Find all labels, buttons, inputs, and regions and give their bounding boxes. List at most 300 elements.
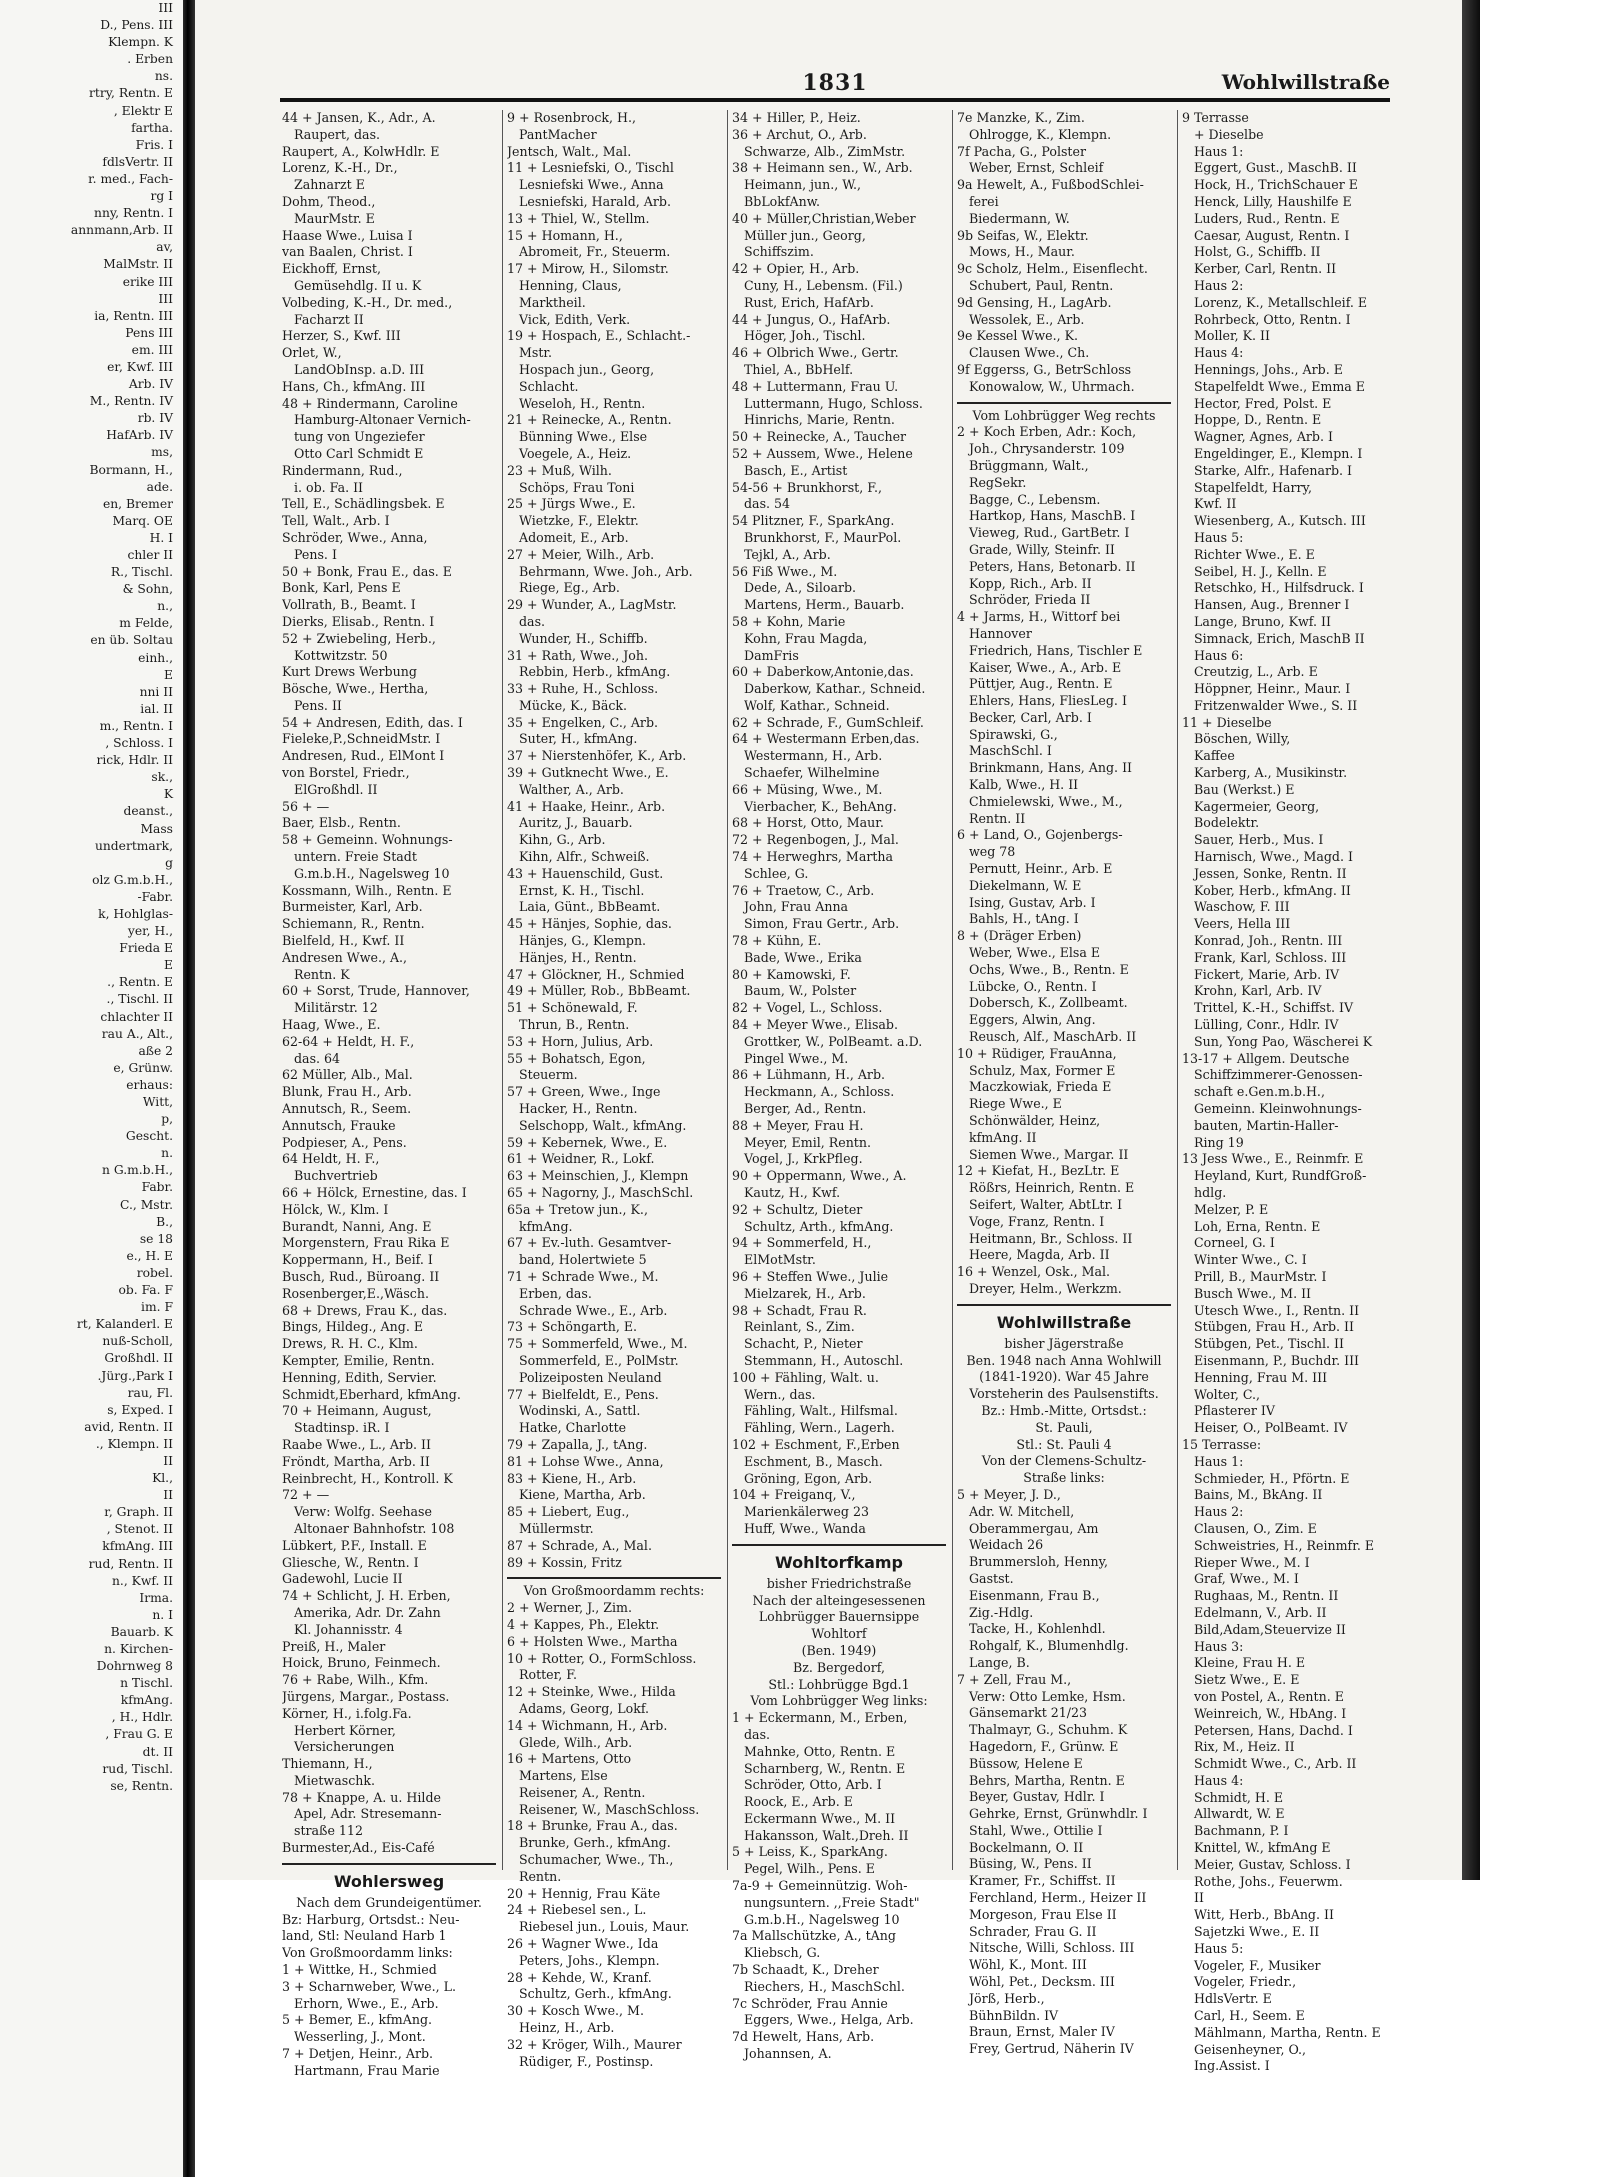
resident-line: Bachmann, P. I (1194, 1823, 1289, 1839)
house-entry: 54 + Andresen, Edith, das. I (282, 714, 463, 730)
resident-line: Schrade Wwe., E., Arb. (519, 1302, 668, 1318)
column-divider (727, 110, 728, 1870)
resident-line: Raupert, das. (294, 126, 381, 142)
resident-line: Pernutt, Heinr., Arb. E (969, 861, 1113, 877)
resident-line: Frey, Gertrud, Näherin IV (969, 2041, 1134, 2057)
house-entry: 7a Mallschützke, A., tAng (732, 1928, 896, 1944)
resident-line: Roock, E., Arb. E (744, 1794, 853, 1810)
previous-page-line: n. Kirchen- (104, 1642, 173, 1656)
previous-page-line: rick, Hdlr. II (96, 753, 173, 768)
resident-line: Steuerm. (519, 1067, 578, 1083)
house-entry: 72 + — (282, 1487, 330, 1503)
house-entry: 68 + Horst, Otto, Maur. (732, 815, 884, 831)
previous-page-line: & Sohn, (122, 582, 173, 597)
street-heading: Wohlwillstraße (996, 1312, 1132, 1332)
resident-line: Beyer, Gustav, Hdlr. I (969, 1789, 1105, 1805)
house-entry: 15 + Homann, H., (507, 227, 623, 243)
house-entry: 30 + Kosch Wwe., M. (507, 2003, 644, 2019)
column-1 (282, 110, 496, 2080)
house-entry: 31 + Rath, Wwe., Joh. (507, 647, 648, 663)
resident-line: Voge, Franz, Rentn. I (969, 1213, 1105, 1229)
house-entry: Raupert, A., KolwHdlr. E (282, 143, 440, 159)
resident-line: Hock, H., TrichSchauer E (1194, 177, 1358, 193)
house-entry: 71 + Schrade Wwe., M. (507, 1268, 659, 1284)
resident-line: Gröning, Egon, Arb. (744, 1470, 873, 1486)
house-entry: 12 + Steinke, Wwe., Hilda (507, 1684, 676, 1700)
previous-page-line: chlachter II (100, 1009, 173, 1024)
resident-line: Gemüsehdlg. II u. K (294, 277, 422, 293)
previous-page-line: II (163, 1488, 173, 1503)
resident-line: Bockelmann, O. II (969, 1839, 1084, 1855)
resident-line: DamFris (744, 647, 799, 663)
house-entry: 20 + Hennig, Frau Käte (507, 1885, 661, 1901)
house-entry: 29 + Wunder, A., LagMstr. (507, 597, 677, 613)
resident-line: Kober, Herb., kfmAng. II (1194, 882, 1351, 898)
house-entry: Burandt, Nanni, Ang. E (282, 1218, 432, 1234)
house-entry: 65a + Tretow jun., K., (507, 1201, 648, 1217)
house-entry: 9a Hewelt, A., FußbodSchlei- (957, 177, 1144, 193)
house-entry: 66 + Hölck, Ernestine, das. I (282, 1185, 467, 1200)
house-entry: Tell, E., Schädlingsbek. E (282, 496, 445, 512)
resident-line: II (1194, 1890, 1204, 1906)
resident-line: Mahnke, Otto, Rentn. E (744, 1743, 896, 1759)
resident-line: Moller, K. II (1194, 328, 1270, 344)
resident-line: Lesniefski, Harald, Arb. (519, 193, 671, 209)
resident-line: Facharzt II (294, 311, 364, 327)
resident-line: Simon, Frau Gertr., Arb. (744, 916, 900, 932)
resident-line: Stübgen, Frau H., Arb. II (1194, 1319, 1354, 1335)
house-entry: Bz: Harburg, Ortsdst.: Neu- (282, 1911, 460, 1927)
resident-line: Spirawski, G., (969, 726, 1058, 742)
house-entry: 41 + Haake, Heinr., Arb. (507, 798, 666, 814)
previous-page-line: M., Rentn. IV (89, 394, 173, 409)
resident-line: Reusch, Alf., MaschArb. II (969, 1029, 1137, 1045)
house-entry: Kurt Drews Werbung (282, 664, 417, 680)
resident-line: Petersen, Hans, Dachd. I (1194, 1722, 1353, 1738)
previous-page-line: k, Hohlglas- (98, 906, 173, 921)
resident-line: Kautz, H., Kwf. (744, 1185, 841, 1200)
resident-line: Brinkmann, Hans, Ang. II (969, 760, 1133, 776)
house-entry: 9e Kessel Wwe., K. (957, 328, 1078, 344)
resident-line: Hartmann, Frau Marie (294, 2062, 440, 2078)
house-entry: 100 + Fähling, Walt. u. (732, 1369, 879, 1385)
previous-page-line: Fris. I (135, 137, 173, 152)
resident-line: Müllermstr. (519, 1520, 594, 1536)
resident-line: G.m.b.H., Nagelsweg 10 (744, 1911, 900, 1927)
resident-line: Rohrbeck, Otto, Rentn. I (1194, 311, 1351, 327)
house-entry: 17 + Mirow, H., Silomstr. (507, 261, 669, 277)
previous-page-line: r. med., Fach- (88, 171, 173, 186)
resident-line: Joh., Chrysanderstr. 109 (969, 441, 1125, 457)
resident-line: Westermann, H., Arb. (744, 748, 883, 764)
house-entry: 79 + Zapalla, J., tAng. (507, 1436, 648, 1452)
house-entry: 38 + Heimann sen., W., Arb. (732, 160, 913, 176)
previous-page-line: ob. Fa. F (118, 1283, 173, 1298)
resident-line: Hagedorn, F., Grünw. E (969, 1738, 1119, 1754)
resident-line: Hacker, H., Rentn. (519, 1101, 638, 1117)
previous-page-line: E (164, 958, 173, 973)
house-entry: 57 + Green, Wwe., Inge (507, 1084, 661, 1100)
resident-line: Buchvertrieb (294, 1168, 378, 1184)
house-entry: 48 + Rindermann, Caroline (282, 395, 458, 411)
resident-line: Allwardt, W. E (1194, 1806, 1285, 1822)
street-note: Vom Lohbrügger Weg rechts (972, 407, 1156, 423)
previous-page-line: kfmAng. III (102, 1539, 173, 1554)
resident-line: Peters, Hans, Betonarb. II (969, 558, 1136, 574)
resident-line: Ernst, K. H., Tischl. (519, 882, 645, 898)
previous-page-line: fartha. (131, 120, 173, 135)
resident-line: Thrun, B., Rentn. (519, 1017, 630, 1033)
previous-page-fragment (0, 0, 183, 2177)
resident-line: G.m.b.H., Nagelsweg 10 (294, 865, 450, 881)
house-entry: 15 Terrasse: (1182, 1436, 1262, 1452)
house-entry: 9 Terrasse (1182, 110, 1249, 125)
previous-page-line: ia, Rentn. III (94, 308, 173, 323)
resident-line: Pens. II (294, 697, 342, 713)
house-entry: Kossmann, Wilh., Rentn. E (282, 882, 452, 898)
resident-line: untern. Freie Stadt (294, 849, 417, 865)
house-entry: Busch, Rud., Büroang. II (282, 1268, 440, 1284)
house-entry: Bielfeld, H., Kwf. II (282, 933, 405, 949)
house-entry: Vollrath, B., Beamt. I (282, 597, 416, 613)
resident-line: Schiffzimmerer-Genossen- (1194, 1067, 1363, 1083)
previous-page-line: Arb. IV (128, 377, 173, 392)
house-entry: 7f Pacha, G., Polster (957, 143, 1086, 159)
resident-line: Behrs, Martha, Rentn. E (969, 1772, 1125, 1788)
resident-line: Retschko, H., Hilfsdruck. I (1194, 580, 1364, 596)
previous-page-line: Pens III (125, 325, 173, 340)
house-entry: 9d Gensing, H., LagArb. (957, 294, 1112, 310)
resident-line: Peters, Johs., Klempn. (519, 1952, 660, 1968)
resident-line: Meier, Gustav, Schloss. I (1194, 1856, 1351, 1872)
previous-page-line: m Felde, (119, 616, 173, 631)
resident-line: Jörß, Herb., (969, 1990, 1045, 2006)
resident-line: Höppner, Heinr., Maur. I (1194, 681, 1351, 697)
previous-page-line: n., Kwf. II (111, 1573, 173, 1588)
resident-line: Rebbin, Herb., kfmAng. (519, 664, 671, 680)
resident-line: Hansen, Aug., Brenner I (1194, 597, 1350, 613)
house-entry: Hoick, Bruno, Feinmech. (282, 1655, 441, 1671)
resident-line: Eggers, Alwin, Ang. (969, 1012, 1096, 1028)
previous-page-line: Großhdl. II (104, 1351, 173, 1366)
resident-line: Brummersloh, Henny, (969, 1554, 1109, 1570)
previous-page-line: nny, Rentn. I (94, 206, 173, 221)
resident-line: BbLokfAnw. (744, 193, 821, 209)
resident-line: Pflasterer IV (1194, 1403, 1275, 1419)
resident-line: Adr. W. Mitchell, (969, 1503, 1075, 1519)
house-entry: 5 + Bemer, E., kfmAng. (282, 2012, 433, 2028)
house-entry: 25 + Jürgs Wwe., E. (507, 496, 636, 512)
previous-page-line: III (158, 291, 173, 306)
resident-line: Hakansson, Walt.,Dreh. II (744, 1827, 909, 1843)
resident-line: Nitsche, Willi, Schloss. III (969, 1940, 1135, 1956)
house-entry: 7b Schaadt, K., Dreher (732, 1962, 879, 1978)
resident-line: ElGroßhdl. II (294, 781, 378, 797)
resident-line: das. 54 (744, 496, 791, 512)
resident-line: Graf, Wwe., M. I (1194, 1571, 1299, 1587)
previous-page-line: B., (156, 1214, 173, 1229)
resident-line: Kalb, Wwe., H. II (969, 777, 1079, 793)
column-divider (952, 110, 953, 1870)
house-entry: 50 + Reinecke, A., Taucher (732, 429, 907, 445)
house-entry: Bings, Hildeg., Ang. E (282, 1319, 424, 1335)
resident-line: Heinz, H., Arb. (519, 2020, 615, 2036)
resident-line: Kihn, G., Arb. (519, 832, 606, 848)
resident-line: weg 78 (969, 844, 1016, 860)
resident-line: Brunke, Gerh., kfmAng. (519, 1835, 671, 1851)
house-entry: 32 + Kröger, Wilh., Maurer (507, 2036, 682, 2052)
resident-line: + Dieselbe (1194, 126, 1264, 142)
resident-line: Wern., das. (744, 1386, 816, 1402)
house-entry: 64 Heldt, H. F., (282, 1151, 380, 1167)
house-entry: Annutsch, Frauke (282, 1117, 396, 1133)
previous-page-line: en, Bremer (102, 496, 173, 511)
street-note: bisher Friedrichstraße (766, 1575, 912, 1591)
resident-line: Stemmann, H., Autoschl. (744, 1352, 904, 1368)
previous-page-line: ial. II (140, 701, 173, 716)
resident-line: band, Holertwiete 5 (519, 1252, 647, 1268)
resident-line: Loh, Erna, Rentn. E (1194, 1218, 1321, 1234)
resident-line: straße 112 (294, 1823, 363, 1839)
resident-line: Friedrich, Hans, Tischler E (969, 642, 1143, 658)
house-entry: Rosenberger,E.,Wäsch. (282, 1285, 429, 1301)
resident-line: Weber, Wwe., Elsa E (969, 945, 1101, 961)
previous-page-line: K (163, 787, 173, 802)
resident-line: Vogeler, F., Musiker (1194, 1957, 1321, 1973)
resident-line: Knittel, W., kfmAng E (1194, 1840, 1331, 1856)
resident-line: Stübgen, Pet., Tischl. II (1194, 1336, 1344, 1352)
house-entry: 4 + Kappes, Ph., Elektr. (507, 1616, 660, 1632)
house-entry: Koppermann, H., Beif. I (282, 1252, 433, 1268)
resident-line: Heitmann, Br., Schloss. II (969, 1230, 1133, 1246)
house-entry: 44 + Jungus, O., HafArb. (732, 311, 891, 327)
resident-line: Sauer, Herb., Mus. I (1194, 832, 1324, 848)
resident-line: Sajetzki Wwe., E. II (1194, 1924, 1320, 1940)
house-entry: Hölck, W., Klm. I (282, 1201, 389, 1217)
previous-page-line: III (158, 1, 173, 15)
house-entry: Dierks, Elisab., Rentn. I (282, 613, 435, 629)
resident-line: Fähling, Wern., Lagerh. (744, 1420, 895, 1436)
resident-line: Selschopp, Walt., kfmAng. (519, 1117, 687, 1133)
resident-line: Kihn, Alfr., Schweiß. (519, 849, 650, 865)
resident-line: Verw: Otto Lemke, Hsm. (969, 1688, 1126, 1704)
previous-page-line: deanst., (123, 804, 173, 819)
resident-line: Huff, Wwe., Wanda (744, 1520, 866, 1536)
house-entry: 13 + Thiel, W., Stellm. (507, 210, 650, 226)
resident-line: Hinrichs, Marie, Rentn. (744, 412, 895, 428)
resident-line: Morgeson, Frau Else II (969, 1906, 1117, 1922)
column-2 (507, 110, 721, 2070)
house-entry: 85 + Liebert, Eug., (507, 1504, 630, 1520)
house-entry: 68 + Drews, Frau K., das. (282, 1302, 448, 1318)
resident-line: Bodelektr. (1194, 815, 1260, 831)
resident-line: Marktheil. (519, 294, 586, 310)
previous-page-line: MalMstr. II (103, 257, 173, 272)
resident-line: Henning, Claus, (519, 277, 622, 293)
section-rule (507, 1577, 721, 1579)
house-entry: 39 + Gutknecht Wwe., E. (507, 765, 669, 781)
resident-line: Diekelmann, W. E (969, 877, 1082, 893)
house-entry: 9b Seifas, W., Elektr. (957, 227, 1089, 243)
resident-line: Rix, M., Heiz. II (1194, 1739, 1295, 1755)
house-entry: Podpieser, A., Pens. (282, 1134, 407, 1150)
street-note: Straße links: (1023, 1470, 1105, 1486)
house-entry: 10 + Rotter, O., FormSchloss. (507, 1650, 697, 1666)
house-entry: 59 + Kebernek, Wwe., E. (507, 1134, 668, 1150)
house-entry: 7 + Zell, Frau M., (957, 1671, 1072, 1687)
resident-line: Johannsen, A. (744, 2046, 832, 2062)
resident-line: Eisenmann, P., Buchdr. III (1194, 1352, 1360, 1368)
house-entry: Raabe Wwe., L., Arb. II (282, 1436, 431, 1452)
previous-page-line: Frieda E (119, 941, 173, 956)
previous-page-line: ., Klempn. II (95, 1436, 173, 1451)
previous-page-line: rau, Fl. (127, 1385, 173, 1400)
house-entry: 56 Fiß Wwe., M. (732, 563, 838, 579)
resident-line: Kramer, Fr., Schiffst. II (969, 1873, 1116, 1889)
resident-line: Wöhl, K., Mont. III (969, 1957, 1087, 1973)
house-entry: Hans, Ch., kfmAng. III (282, 378, 426, 394)
running-head: Wohlwillstraße (1221, 70, 1390, 94)
resident-line: Mows, H., Maur. (969, 244, 1075, 260)
resident-line: Kopp, Rich., Arb. II (969, 575, 1092, 591)
previous-page-line: Kl., (152, 1471, 173, 1486)
resident-line: Verw: Wolfg. Seehase (294, 1504, 432, 1520)
previous-page-line: avid, Rentn. II (84, 1419, 173, 1434)
resident-line: Edelmann, V., Arb. II (1194, 1604, 1327, 1620)
house-entry: Lorenz, K.-H., Dr., (282, 160, 398, 176)
resident-line: Eisenmann, Frau B., (969, 1587, 1100, 1603)
resident-line: Hennings, Johs., Arb. E (1194, 361, 1343, 377)
resident-line: Hänjes, G., Klempn. (519, 933, 647, 949)
house-entry: 78 + Kühn, E. (732, 933, 822, 949)
house-entry: Haase Wwe., Luisa I (282, 227, 413, 243)
house-entry: 76 + Traetow, C., Arb. (732, 882, 875, 898)
resident-line: Schlacht. (519, 378, 579, 394)
house-entry: 48 + Luttermann, Frau U. (732, 378, 899, 394)
resident-line: Meyer, Emil, Rentn. (744, 1134, 871, 1150)
house-entry: 23 + Muß, Wilh. (507, 462, 612, 478)
resident-line: RegSekr. (969, 474, 1027, 490)
resident-line: Lorenz, K., Metallschleif. E (1194, 294, 1368, 310)
resident-line: Kottwitzstr. 50 (294, 647, 388, 663)
resident-line: Daberkow, Kathar., Schneid. (744, 681, 926, 697)
resident-line: Sun, Yong Pao, Wäscherei K (1194, 1033, 1373, 1049)
book-gutter (183, 0, 195, 2177)
previous-page-line: ade. (146, 479, 173, 494)
resident-line: Schubert, Paul, Rentn. (969, 277, 1114, 293)
previous-page-line: C., Mstr. (120, 1197, 173, 1212)
previous-page-line: II (163, 1453, 173, 1468)
resident-line: Brüggmann, Walt., (969, 457, 1089, 473)
resident-line: Thiel, A., BbHelf. (744, 361, 854, 377)
resident-line: Erben, das. (519, 1285, 592, 1301)
previous-page-line: em. III (131, 342, 173, 357)
previous-page-line: Dohrnweg 8 (96, 1659, 173, 1674)
resident-line: das. (519, 613, 546, 629)
house-entry: 13 Jess Wwe., E., Reinmfr. E (1182, 1151, 1364, 1167)
resident-line: Schröder, Otto, Arb. I (744, 1777, 882, 1793)
house-entry: 2 + Werner, J., Zim. (507, 1600, 632, 1616)
resident-line: Erhorn, Wwe., E., Arb. (294, 1995, 439, 2011)
resident-line: Siemen Wwe., Margar. II (969, 1146, 1129, 1162)
resident-line: Baum, W., Polster (744, 983, 857, 999)
resident-line: bauten, Martin-Haller- (1194, 1117, 1339, 1133)
previous-page-line: Marq. OE (112, 513, 173, 528)
resident-line: HdlsVertr. E (1194, 1991, 1272, 2007)
resident-line: Seibel, H. J., Kelln. E (1194, 563, 1327, 579)
previous-page-line: fdlsVertr. II (102, 154, 173, 169)
previous-page-line: n. I (152, 1607, 173, 1622)
resident-line: Haus 3: (1194, 1638, 1244, 1654)
resident-line: Maczkowiak, Frieda E (969, 1079, 1112, 1095)
resident-line: Wagner, Agnes, Arb. I (1194, 429, 1333, 445)
resident-line: Haus 1: (1194, 1453, 1244, 1469)
previous-page-line: n Tischl. (120, 1676, 173, 1691)
previous-page-line: , Schloss. I (105, 736, 173, 751)
resident-line: Vieweg, Rud., GartBetr. I (969, 525, 1130, 541)
section-rule (282, 1863, 496, 1865)
resident-line: Wiesenberg, A., Kutsch. III (1194, 513, 1366, 529)
house-entry: 52 + Aussem, Wwe., Helene (732, 445, 913, 461)
house-entry: von Borstel, Friedr., (282, 765, 410, 781)
previous-page-line: rt, Kalanderl. E (76, 1317, 173, 1332)
resident-line: Starke, Alfr., Hafenarb. I (1194, 462, 1353, 478)
resident-line: Wesserling, J., Mont. (294, 2029, 426, 2045)
resident-line: Weber, Ernst, Schleif (969, 160, 1104, 176)
previous-page-line: . Erben (127, 52, 173, 67)
resident-line: Tejkl, A., Arb. (744, 546, 831, 562)
street-heading: Wohlersweg (333, 1871, 445, 1891)
resident-line: Henck, Lilly, Haushilfe E (1194, 193, 1352, 209)
resident-line: Waschow, F. III (1194, 899, 1290, 915)
street-note: Wohltorf (811, 1626, 867, 1642)
house-entry: Eickhoff, Ernst, (282, 261, 381, 277)
house-entry: Burmester,Ad., Eis-Café (282, 1840, 435, 1856)
resident-line: Karberg, A., Musikinstr. (1194, 765, 1348, 781)
previous-page-line: , Stenot. II (106, 1522, 173, 1537)
house-entry: 11 + Dieselbe (1182, 714, 1272, 730)
street-note: bisher Jägerstraße (1004, 1335, 1124, 1351)
resident-line: Lange, B. (969, 1654, 1030, 1670)
house-entry: 76 + Rabe, Wilh., Kfm. (282, 1672, 429, 1688)
resident-line: Corneel, G. I (1194, 1235, 1275, 1251)
house-entry: van Baalen, Christ. I (282, 244, 413, 260)
house-entry: 73 + Schöngarth, E. (507, 1319, 638, 1335)
previous-page-line: , Elektr E (113, 103, 173, 118)
resident-line: Ehlers, Hans, FliesLeg. I (969, 693, 1127, 709)
resident-line: Fritzenwalder Wwe., S. II (1194, 697, 1358, 713)
street-note: Von der Clemens-Schultz- (981, 1453, 1147, 1469)
house-entry: Kempter, Emilie, Rentn. (282, 1352, 435, 1368)
resident-line: Amerika, Adr. Dr. Zahn (294, 1604, 441, 1620)
house-entry: Blunk, Frau H., Arb. (282, 1084, 412, 1100)
previous-page-line: chler II (127, 548, 173, 562)
resident-line: Schiffszim. (744, 244, 814, 260)
resident-line: Polizeiposten Neuland (519, 1369, 662, 1385)
column-4 (957, 110, 1171, 2058)
street-note: Lohbrügger Bauernsippe (758, 1609, 920, 1625)
resident-line: Rößrs, Heinrich, Rentn. E (969, 1180, 1135, 1196)
house-entry: 10 + Rüdiger, FrauAnna, (957, 1045, 1117, 1061)
resident-line: Kaiser, Wwe., A., Arb. E (969, 659, 1122, 675)
resident-line: Schönwälder, Heinz, (969, 1113, 1101, 1129)
previous-page-line: e., H. E (126, 1248, 173, 1263)
house-entry: 42 + Opier, H., Arb. (732, 261, 860, 277)
house-entry: Tell, Walt., Arb. I (282, 513, 390, 529)
resident-line: i. ob. Fa. II (294, 479, 364, 495)
resident-line: Martens, Else (519, 1768, 608, 1784)
resident-line: Rentn. K (294, 966, 350, 982)
